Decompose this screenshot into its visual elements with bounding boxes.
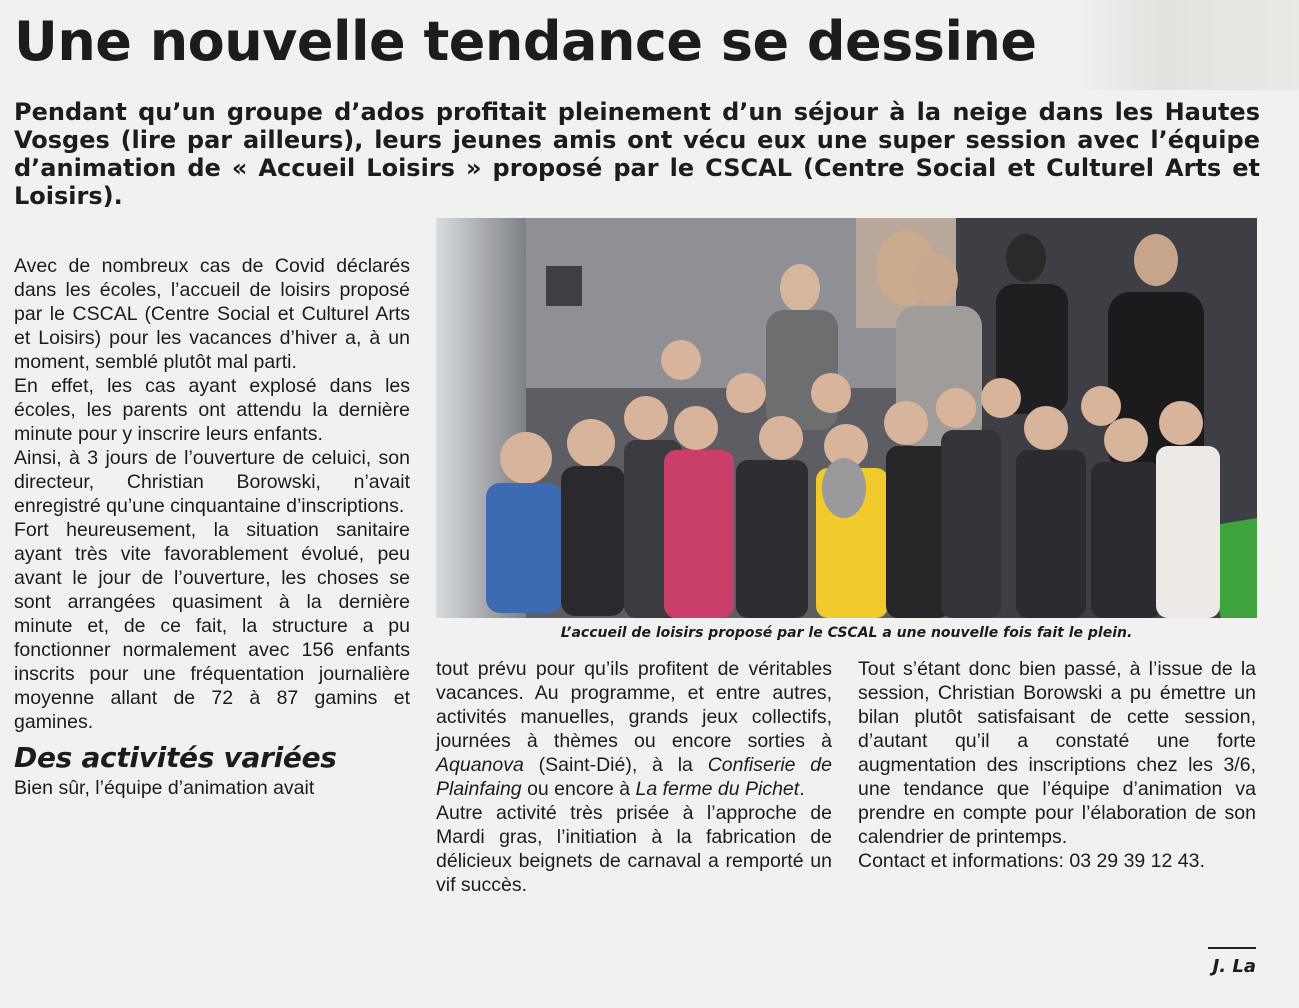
place-name-confiserie: Confiserie de Plainfaing xyxy=(436,754,832,800)
subheading: Des activités variées xyxy=(14,741,337,774)
lede-paragraph: Pendant qu’un groupe d’ados profitait pleinement d’un séjour à la neige dans les Hautes Vosges (lire par ailleurs), leurs jeunes amis ont vécu eux une super session avec l’équipe d’animation de « Accueil Loisirs » proposé par le CSCAL (Centre Social et Culturel Arts et Loisirs). xyxy=(14,98,1260,210)
photo-caption: L’accueil de loisirs proposé par le CSCAL a une nouvelle fois fait le plein. xyxy=(560,625,1133,641)
text-run: . xyxy=(799,778,805,800)
paragraph: Tout s’étant donc bien passé, à l’issue de la session, Christian Borowski a pu émettre un bilan plutôt satisfaisant de cette session, d’autant qu’il a constaté une forte augmentation des inscriptions chez les 3/6, une tendance que l’équipe d’animation va prendre en compte pour l’élaboration de son calendrier de printemps. xyxy=(858,658,1256,848)
paragraph xyxy=(436,657,832,801)
paragraph: Ainsi, à 3 jours de l’ouverture de celuici, son directeur, Christian Borowski, n’avait enregistré qu’une cinquantaine d’inscriptions. xyxy=(14,447,410,517)
group-photo-illustration xyxy=(436,218,1257,618)
headline: Une nouvelle tendance se dessine xyxy=(14,10,1037,73)
place-name-aquanova: Aquanova xyxy=(436,754,524,776)
group-photo xyxy=(436,218,1257,618)
adjacent-page-bleed xyxy=(1070,0,1299,90)
paragraph: Bien sûr, l’équipe d’animation avait xyxy=(14,777,315,799)
paragraph: En effet, les cas ayant explosé dans les écoles, les parents ont attendu la dernière minute pour y inscrire leurs enfants. xyxy=(14,375,410,445)
article-column-2 xyxy=(436,657,832,897)
paragraph: Avec de nombreux cas de Covid déclarés dans les écoles, l’accueil de loisirs proposé par le CSCAL (Centre Social et Culturel Arts et Loisirs) pour les vacances d’hiver a, à un moment, semblé plutôt mal parti. xyxy=(14,255,410,373)
place-name-ferme: La ferme du Pichet xyxy=(635,778,800,800)
byline-rule xyxy=(1208,947,1256,949)
text-run: tout prévu pour qu’ils profitent de véritables vacances. Au programme, et entre autres, activités manuelles, grands jeux collectifs, journées à thèmes ou encore sorties à xyxy=(436,658,832,752)
byline: J. La xyxy=(1212,956,1256,977)
article-column-1 xyxy=(14,254,410,800)
paragraph: Fort heureusement, la situation sanitaire ayant très vite favorablement évolué, peu avant le jour de l’ouverture, les choses se sont arrangées quasiment à la dernière minute et, de ce fait, la structure a pu fonctionner normalement avec 156 enfants inscrits pour une fréquentation journalière moyenne allant de 72 à 87 gamins et gamines. xyxy=(14,519,410,733)
text-run: (Saint-Dié), à la xyxy=(523,754,708,776)
article-column-3 xyxy=(858,657,1256,873)
text-run: ou encore à xyxy=(521,778,636,800)
contact-line: Contact et informations: 03 29 39 12 43. xyxy=(858,850,1205,872)
paragraph: Autre activité très prisée à l’approche de Mardi gras, l’initiation à la fabrication de délicieux beignets de carnaval a remporté un vif succès. xyxy=(436,802,832,896)
